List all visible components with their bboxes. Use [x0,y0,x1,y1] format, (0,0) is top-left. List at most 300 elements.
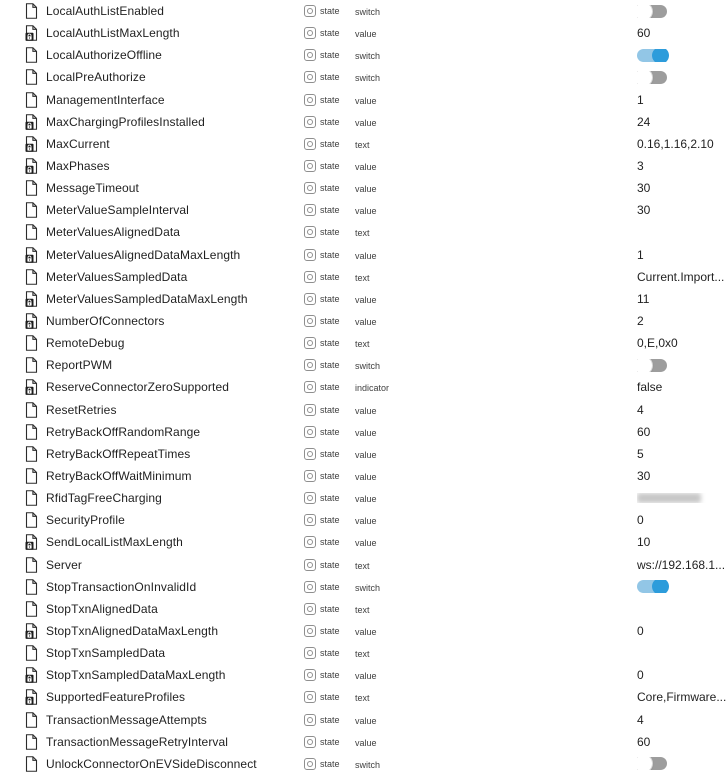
entity-type-label: value [355,317,377,328]
state-circle-icon [304,514,316,526]
document-icon-cell [0,534,46,550]
state-circle-icon [304,5,316,17]
parameter-row[interactable] [0,332,726,354]
entity-type-label: text [355,228,370,239]
state-circle-icon [304,249,316,261]
state-attribute-badge [304,625,355,637]
parameter-row[interactable] [0,487,726,509]
state-attribute-badge [304,448,355,460]
state-attribute-label: state [320,227,340,238]
parameter-row[interactable] [0,244,726,266]
state-attribute-badge [304,581,355,593]
document-lock-icon [25,291,38,307]
state-circle-icon [304,691,316,703]
document-icon-cell [0,734,46,750]
document-icon [25,645,38,661]
parameter-row[interactable] [0,266,726,288]
value-cell [637,203,726,217]
value-cell [637,26,726,40]
document-icon-cell [0,92,46,108]
state-attribute-badge [304,514,355,526]
state-attribute-badge [304,293,355,305]
parameter-row[interactable] [0,310,726,332]
entity-type-label: value [355,671,377,682]
state-attribute-label: state [320,692,340,703]
state-attribute-label: state [320,338,340,349]
value-cell [637,359,726,372]
document-icon-cell [0,202,46,218]
entity-type-label: value [355,494,377,505]
value-cell [637,469,726,483]
parameter-row[interactable] [0,686,726,708]
parameter-value: false [637,380,663,395]
parameter-value: 1 [637,92,644,107]
state-circle-icon [304,559,316,571]
parameter-row[interactable] [0,221,726,243]
value-cell [637,292,726,306]
parameter-value: 30 [637,469,651,484]
parameter-name: RfidTagFreeCharging [46,491,162,506]
parameter-row[interactable] [0,531,726,553]
document-icon-cell [0,47,46,63]
document-icon-cell [0,402,46,418]
document-icon-cell [0,645,46,661]
parameter-value: 0 [637,624,644,638]
document-icon-cell [0,180,46,196]
state-attribute-label: state [320,603,340,614]
parameter-row[interactable] [0,44,726,66]
toggle-knob [637,757,652,770]
toggle-switch[interactable] [637,757,667,770]
value-cell [637,535,726,549]
entity-type-label: text [355,560,370,571]
parameter-row[interactable] [0,376,726,398]
document-icon-cell [0,623,46,639]
state-attribute-badge [304,669,355,681]
parameter-row[interactable] [0,22,726,44]
document-icon-cell [0,224,46,240]
entity-type-label: text [355,339,370,350]
parameter-value: Current.Import... [637,269,725,284]
value-cell [637,713,726,727]
parameter-name: TransactionMessageAttempts [46,712,207,727]
parameter-row[interactable] [0,642,726,664]
parameter-row[interactable] [0,354,726,376]
state-attribute-label: state [320,626,340,636]
parameter-row[interactable] [0,465,726,487]
parameter-row[interactable] [0,111,726,133]
document-icon-cell [0,335,46,351]
value-cell [637,735,726,749]
value-cell [637,513,726,527]
state-attribute-label: state [320,559,340,570]
parameter-name: MessageTimeout [46,181,139,196]
state-circle-icon [304,625,316,637]
value-cell [637,425,726,439]
document-lock-icon [25,136,38,152]
state-attribute-badge [304,426,355,438]
state-circle-icon [304,404,316,416]
state-attribute-badge [304,603,355,615]
parameter-row[interactable] [0,731,726,753]
parameter-row[interactable] [0,598,726,620]
entity-type-label: value [355,184,377,195]
document-lock-icon [25,25,38,41]
document-icon [25,224,38,240]
state-attribute-label: state [320,50,340,61]
state-circle-icon [304,448,316,460]
document-icon-cell [0,579,46,595]
state-attribute-label: state [320,183,340,194]
value-cell [637,181,726,195]
state-attribute-badge [304,49,355,61]
document-icon [25,601,38,617]
parameter-row[interactable] [0,0,726,22]
toggle-knob [637,359,652,372]
state-attribute-label: state [320,161,340,172]
document-icon [25,92,38,108]
parameter-name: MaxPhases [46,159,110,174]
value-cell [637,159,726,173]
document-icon [25,512,38,528]
parameter-name: StopTxnSampledDataMaxLength [46,668,226,683]
document-lock-icon [25,667,38,683]
value-cell [637,668,726,682]
parameter-name: LocalPreAuthorize [46,70,146,85]
value-cell [637,5,726,18]
value-cell [637,493,726,503]
document-lock-icon [25,689,38,705]
toggle-switch[interactable] [637,71,667,84]
parameter-row[interactable] [0,399,726,421]
parameter-row[interactable] [0,554,726,576]
state-circle-icon [304,669,316,681]
entity-type-label: value [355,117,377,128]
parameter-name: TransactionMessageRetryInterval [46,734,229,749]
state-attribute-badge [304,492,355,504]
state-attribute-badge [304,404,355,416]
state-attribute-badge [304,736,355,748]
document-icon-cell [0,379,46,395]
state-circle-icon [304,271,316,283]
toggle-switch[interactable] [637,359,667,372]
parameter-value: 30 [637,203,651,218]
parameter-value: 4 [637,712,644,727]
state-attribute-badge [304,94,355,106]
document-icon [25,557,38,573]
document-icon [25,180,38,196]
parameter-row[interactable] [0,421,726,443]
parameter-row[interactable] [0,199,726,221]
entity-type-label: switch [355,582,381,593]
parameter-row[interactable] [0,664,726,686]
document-lock-icon [25,534,38,550]
state-attribute-label: state [320,293,340,304]
state-attribute-label: state [320,382,340,393]
parameter-name: LocalAuthListMaxLength [46,26,180,41]
toggle-knob [637,71,652,84]
parameter-name: StopTransactionOnInvalidId [46,579,197,594]
parameter-name: ManagementInterface [46,92,165,107]
state-circle-icon [304,381,316,393]
entity-type-label: value [355,737,377,748]
document-icon-cell [0,269,46,285]
parameter-name: MeterValuesAlignedData [46,225,181,240]
parameter-name: StopTxnAlignedDataMaxLength [46,624,219,638]
state-circle-icon [304,116,316,128]
entity-type-label: value [355,206,377,217]
document-lock-icon [25,379,38,395]
parameter-value: 0,E,0x0 [637,336,678,351]
entity-type-label: value [355,250,377,261]
entity-type-label: switch [355,7,381,18]
toggle-knob [637,5,652,18]
state-attribute-badge [304,182,355,194]
state-attribute-badge [304,271,355,283]
document-icon-cell [0,468,46,484]
state-attribute-label: state [320,648,340,659]
document-icon [25,47,38,63]
state-circle-icon [304,581,316,593]
parameter-row[interactable] [0,288,726,310]
entity-type-label: switch [355,759,381,770]
state-circle-icon [304,492,316,504]
document-icon [25,468,38,484]
entity-type-label: text [355,139,370,150]
parameter-name: LocalAuthorizeOffline [46,48,162,63]
parameter-value: 11 [637,291,650,306]
parameter-name: RemoteDebug [46,336,125,351]
value-cell [637,248,726,262]
redacted-value [637,493,701,503]
parameter-value: 0 [637,668,644,683]
document-icon-cell [0,490,46,506]
parameter-name: MeterValuesSampledDataMaxLength [46,291,248,306]
parameter-value: 60 [637,26,651,41]
document-icon-cell [0,247,46,263]
document-icon [25,335,38,351]
document-icon-cell [0,357,46,373]
parameter-row[interactable] [0,709,726,731]
entity-type-label: value [355,538,377,549]
state-attribute-badge [304,116,355,128]
state-attribute-label: state [320,714,340,725]
state-attribute-label: state [320,360,340,371]
state-attribute-badge [304,381,355,393]
toggle-knob [652,49,669,62]
parameter-name: LocalAuthListEnabled [46,4,165,19]
parameter-name: RetryBackOffWaitMinimum [46,469,192,484]
parameter-name: MaxCurrent [46,136,110,151]
document-icon-cell [0,3,46,19]
state-attribute-badge [304,5,355,17]
state-attribute-badge [304,249,355,261]
entity-type-label: value [355,162,377,173]
parameter-name: Server [46,557,82,572]
parameter-name: SecurityProfile [46,513,125,528]
parameter-row[interactable] [0,576,726,598]
state-circle-icon [304,736,316,748]
document-icon-cell [0,557,46,573]
state-attribute-badge [304,536,355,548]
state-circle-icon [304,714,316,726]
parameter-name: MeterValuesAlignedDataMaxLength [46,247,241,262]
document-icon [25,69,38,85]
toggle-switch[interactable] [637,5,667,18]
parameter-row[interactable] [0,620,726,642]
document-icon-cell [0,446,46,462]
value-cell [637,314,726,328]
toggle-switch[interactable] [637,49,667,62]
document-icon [25,446,38,462]
parameter-value: 2 [637,314,644,329]
state-attribute-badge [304,204,355,216]
value-cell [637,137,726,151]
parameter-row[interactable] [0,133,726,155]
parameter-name: StopTxnSampledData [46,646,166,661]
value-cell [637,690,726,704]
parameter-value: 0.16,1.16,2.10 [637,136,714,151]
state-circle-icon [304,426,316,438]
entity-type-label: value [355,472,377,483]
parameter-row[interactable] [0,89,726,111]
state-circle-icon [304,536,316,548]
state-circle-icon [304,337,316,349]
document-icon-cell [0,689,46,705]
entity-type-label: value [355,516,377,527]
value-cell [637,71,726,84]
state-circle-icon [304,226,316,238]
state-attribute-label: state [320,6,340,17]
state-circle-icon [304,204,316,216]
entity-type-label: value [355,294,377,305]
parameter-name: ResetRetries [46,402,117,417]
parameter-row[interactable] [0,66,726,88]
document-icon [25,202,38,218]
document-icon [25,269,38,285]
document-icon-cell [0,667,46,683]
state-attribute-badge [304,714,355,726]
document-icon-cell [0,313,46,329]
state-attribute-label: state [320,72,340,83]
state-attribute-label: state [320,271,340,282]
parameter-value: 4 [637,402,644,417]
parameter-value: 5 [637,446,644,461]
document-icon-cell [0,158,46,174]
state-circle-icon [304,603,316,615]
state-circle-icon [304,49,316,61]
state-attribute-label: state [320,493,340,504]
parameter-value: 30 [637,181,651,196]
document-icon-cell [0,25,46,41]
document-icon [25,357,38,373]
state-circle-icon [304,359,316,371]
parameter-name: RetryBackOffRepeatTimes [46,446,191,461]
entity-type-label: value [355,405,377,416]
value-cell [637,93,726,107]
state-attribute-label: state [320,736,340,747]
state-attribute-badge [304,138,355,150]
state-attribute-badge [304,647,355,659]
value-cell [637,624,726,638]
parameter-name: MeterValueSampleInterval [46,203,189,218]
entity-type-label: text [355,693,370,704]
document-lock-icon [25,158,38,174]
value-cell [637,49,726,62]
state-attribute-badge [304,691,355,703]
document-icon-cell [0,136,46,152]
document-icon-cell [0,291,46,307]
document-icon [25,734,38,750]
document-lock-icon [25,114,38,130]
parameter-name: SendLocalListMaxLength [46,535,183,550]
parameter-value: Core,Firmware... [637,690,726,705]
parameter-value: 60 [637,424,651,439]
parameter-row[interactable] [0,177,726,199]
state-attribute-label: state [320,537,340,548]
state-attribute-label: state [320,249,340,260]
state-attribute-label: state [320,404,340,415]
parameter-row[interactable] [0,753,726,775]
parameter-value: 3 [637,159,644,174]
document-icon-cell [0,114,46,130]
state-attribute-label: state [320,205,340,216]
state-attribute-badge [304,160,355,172]
state-attribute-badge [304,315,355,327]
toggle-switch[interactable] [637,580,667,593]
parameter-row[interactable] [0,443,726,465]
entity-type-label: value [355,427,377,438]
entity-type-label: text [355,604,370,615]
value-cell [637,558,726,572]
parameter-row[interactable] [0,155,726,177]
document-icon [25,402,38,418]
value-cell [637,403,726,417]
entity-type-label: value [355,95,377,106]
state-circle-icon [304,293,316,305]
toggle-knob [652,580,669,593]
state-attribute-badge [304,337,355,349]
document-icon-cell [0,601,46,617]
value-cell [637,336,726,350]
document-icon [25,579,38,595]
document-lock-icon [25,313,38,329]
state-attribute-label: state [320,116,340,127]
document-icon-cell [0,756,46,772]
state-circle-icon [304,27,316,39]
state-attribute-label: state [320,94,340,105]
state-attribute-label: state [320,471,340,482]
parameter-name: SupportedFeatureProfiles [46,690,186,705]
state-attribute-label: state [320,426,340,437]
parameter-name: RetryBackOffRandomRange [46,424,201,439]
state-circle-icon [304,94,316,106]
document-icon-cell [0,712,46,728]
state-attribute-label: state [320,515,340,526]
state-attribute-badge [304,559,355,571]
state-circle-icon [304,182,316,194]
parameter-value: 60 [637,734,651,749]
parameter-row[interactable] [0,509,726,531]
entity-type-label: indicator [355,383,390,394]
document-icon [25,490,38,506]
value-cell [637,580,726,593]
state-attribute-badge [304,71,355,83]
state-attribute-label: state [320,28,340,39]
state-attribute-label: state [320,138,340,149]
state-attribute-label: state [320,448,340,459]
parameter-name: NumberOfConnectors [46,314,165,329]
